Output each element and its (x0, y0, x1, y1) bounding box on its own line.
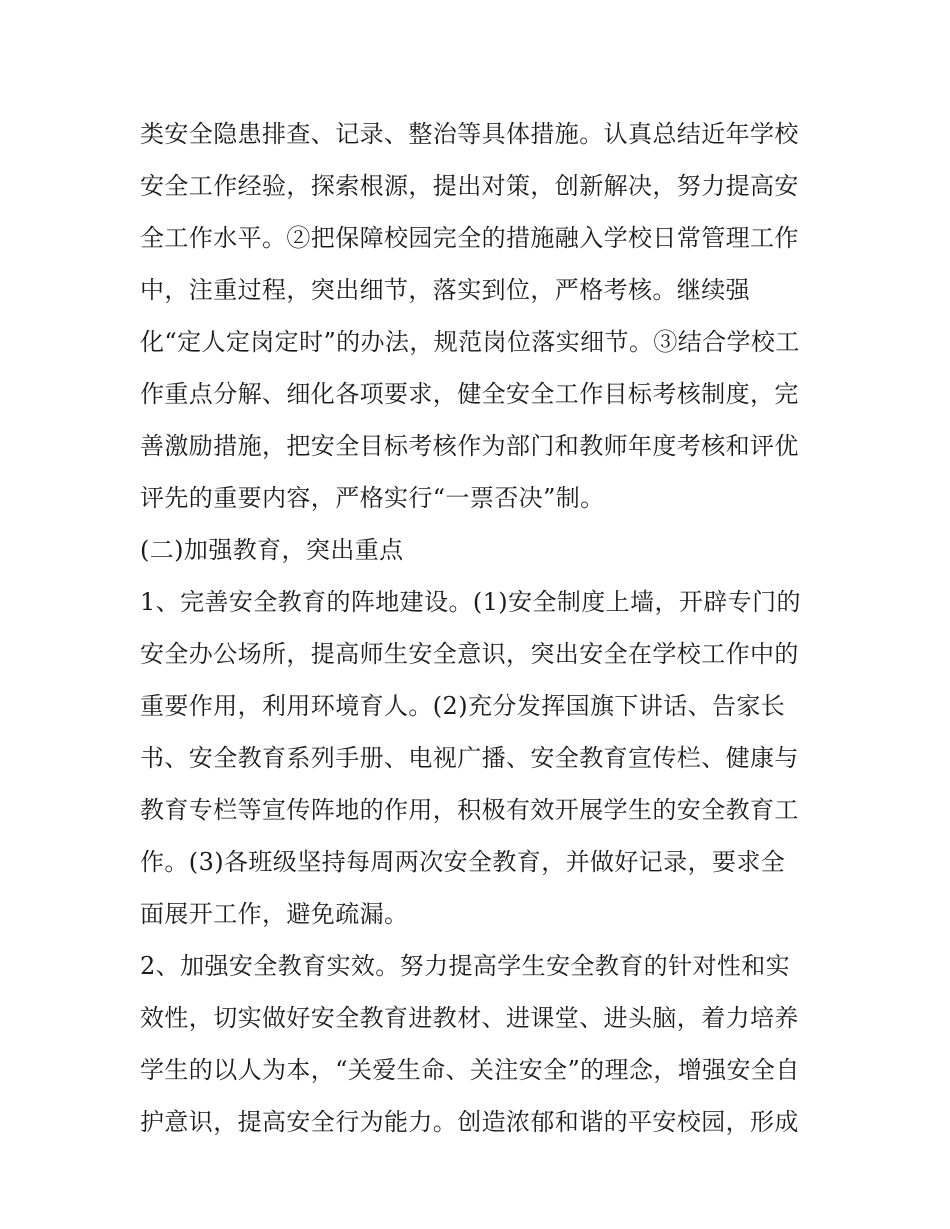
text-line: 书、安全教育系列手册、电视广播、安全教育宣传栏、健康与 (140, 744, 799, 772)
text-line: 学生的以人为本，“关爱生命、关注安全”的理念，增强安全自 (140, 1056, 800, 1084)
text-line: 中，注重过程，突出细节，落实到位，严格考核。继续强 (140, 276, 750, 304)
text-line: 1、完善安全教育的阵地建设。(1)安全制度上墙，开辟专门的 (140, 588, 801, 616)
document-body (140, 108, 820, 1148)
text-line: 善激励措施，把安全目标考核作为部门和教师年度考核和评优 (140, 432, 799, 460)
text-line: 安全办公场所，提高师生安全意识，突出安全在学校工作中的 (140, 640, 799, 668)
text-line: 安全工作经验，探索根源，提出对策，创新解决，努力提高安 (140, 172, 799, 200)
text-line: 作重点分解、细化各项要求，健全安全工作目标考核制度，完 (140, 380, 799, 408)
text-line: 作。(3)各班级坚持每周两次安全教育，并做好记录，要求全 (140, 848, 786, 876)
text-line: 重要作用，利用环境育人。(2)充分发挥国旗下讲话、告家长 (140, 692, 786, 720)
text-line: 面展开工作，避免疏漏。 (140, 900, 409, 928)
section-heading: (二)加强教育，突出重点 (140, 536, 404, 564)
text-line: 效性，切实做好安全教育进教材、进课堂、进头脑，着力培养 (140, 1004, 799, 1032)
text-line: 评先的重要内容，严格实行“一票否决”制。 (140, 484, 605, 512)
text-line: 2、加强安全教育实效。努力提高学生安全教育的针对性和实 (140, 952, 791, 980)
text-line: 全工作水平。②把保障校园完全的措施融入学校日常管理工作 (140, 224, 799, 252)
text-line: 类安全隐患排查、记录、整治等具体措施。认真总结近年学校 (140, 120, 799, 148)
text-line: 护意识，提高安全行为能力。创造浓郁和谐的平安校园，形成 (140, 1108, 799, 1136)
text-line: 教育专栏等宣传阵地的作用，积极有效开展学生的安全教育工 (140, 796, 799, 824)
text-line: 化“定人定岗定时”的办法，规范岗位落实细节。③结合学校工 (140, 328, 800, 356)
